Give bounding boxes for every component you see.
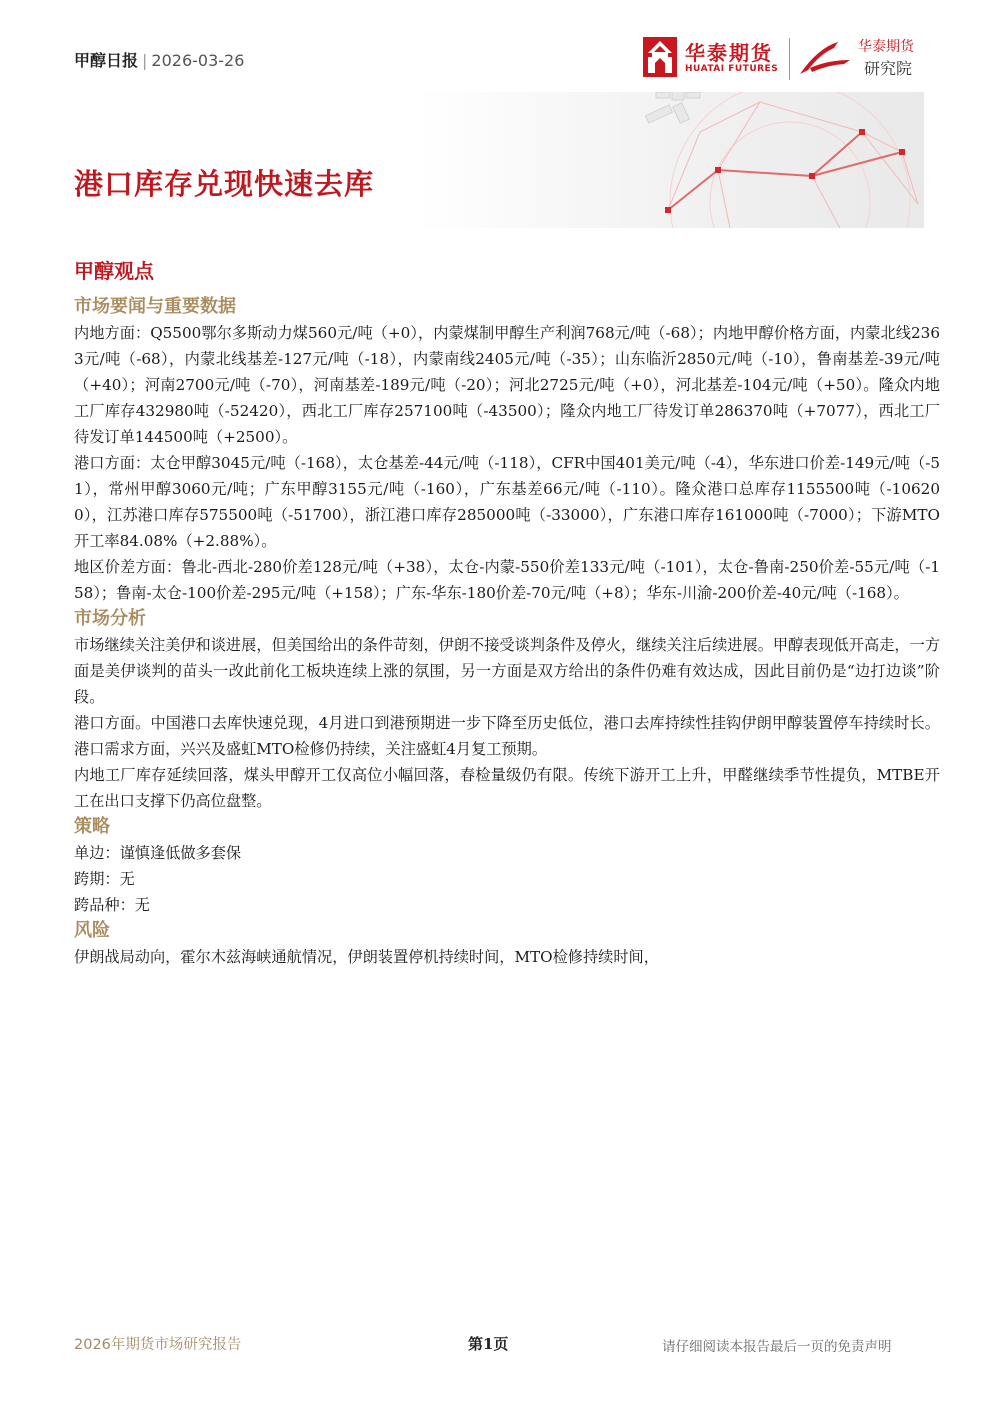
news-paragraph: 港口方面：太仓甲醇3045元/吨（-168），太仓基差-44元/吨（-118），CFR中国401美元/吨（-4），华东进口价差-149元/吨（-51），常州甲醇3060元/吨；广东甲醇3155元/吨（-160），广东基差66元/吨（-110）。隆众港口总库存1155500吨（-106200），江苏港口库存575500吨（-51700），浙江港口库存285000吨（-33000），广东港口库存161000吨（-7000）；下游MTO开工率84.08%（+2.88%）。 [74,454,940,550]
network-graphic-icon [0,92,924,228]
title-banner [0,92,924,228]
institute-line1: 华泰期货 [858,39,914,55]
huatai-logo-icon [643,37,677,77]
heading-risk: 风险 [74,920,110,941]
risk-paragraph: 伊朗战局动向，霍尔木兹海峡通航情况，伊朗装置停机持续时间，MTO检修持续时间， [74,948,659,966]
report-header [74,48,244,71]
heading-analysis: 市场分析 [74,608,146,629]
footer-report-name: 2026年期货市场研究报告 [74,1337,242,1353]
news-paragraph: 地区价差方面：鲁北-西北-280价差128元/吨（+38），太仓-内蒙-550价差133元/吨（-101），太仓-鲁南-250价差-55元/吨（-158）；鲁南-太仓-100价差-295元/吨（+158）；广东-华东-180价差-70元/吨（+8）；华东-川渝-200价差-40元/吨（-168）。 [74,558,940,602]
analysis-paragraph: 港口方面。中国港口去库快速兑现，4月进口到港预期进一步下降至历史低位，港口去库持续性挂钩伊朗甲醇装置停车持续时长。港口需求方面，兴兴及盛虹MTO检修仍持续，关注盛虹4月复工预期。 [74,714,940,758]
analysis-paragraph: 市场继续关注美伊和谈进展，但美国给出的条件苛刻，伊朗不接受谈判条件及停火，继续关注后续进展。甲醇表现低开高走，一方面是美伊谈判的苗头一改此前化工板块连续上涨的氛围，另一方面是双方给出的条件仍难有效达成，因此目前仍是“边打边谈”阶段。 [74,636,940,706]
analysis-paragraph: 内地工厂库存延续回落，煤头甲醇开工仅高位小幅回落，春检量级仍有限。传统下游开工上升，甲醛继续季节性提负，MTBE开工在出口支撑下仍高位盘整。 [74,766,940,810]
page-number: 第1页 [468,1335,509,1353]
logo-divider [789,38,790,80]
heading-news: 市场要闻与重要数据 [74,296,236,317]
strategy-item: 单边：谨慎逢低做多套保 [74,844,242,862]
logo-cn-text: 华泰期货 [685,41,773,65]
strategy-item: 跨期：无 [74,870,135,888]
research-institute-logo [798,36,928,80]
heading-strategy: 策略 [74,816,110,837]
footer-disclaimer: 请仔细阅读本报告最后一页的免责声明 [662,1339,892,1355]
institute-line2: 研究院 [864,59,913,78]
header-separator: | [142,51,148,70]
section-title: 甲醇观点 [74,259,154,283]
report-body [74,256,940,970]
doc-name: 甲醇日报 [74,51,139,70]
news-paragraph: 内地方面：Q5500鄂尔多斯动力煤560元/吨（+0），内蒙煤制甲醇生产利润768元/吨（-68）；内地甲醇价格方面，内蒙北线2363元/吨（-68），内蒙北线基差-127元/吨（-18），内蒙南线2405元/吨（-35）；山东临沂2850元/吨（-10），鲁南基差-39元/吨（+40）；河南2700元/吨（-70），河南基差-189元/吨（-20）；河北2725元/吨（+0），河北基差-104元/吨（+50）。隆众内地工厂库存432980吨（-52420），西北工厂库存257100吨（-43500）；隆众内地工厂待发订单286370吨（+7077），西北工厂待发订单144500吨（+2500）。 [74,324,940,446]
report-date: 2026-03-26 [151,51,245,70]
logo-en-text: HUATAI FUTURES [685,64,779,74]
huatai-futures-logo [643,37,783,79]
page-title: 港口库存兑现快速去库 [74,167,375,201]
strategy-item: 跨品种：无 [74,896,150,914]
institute-swoosh-icon [798,38,858,78]
